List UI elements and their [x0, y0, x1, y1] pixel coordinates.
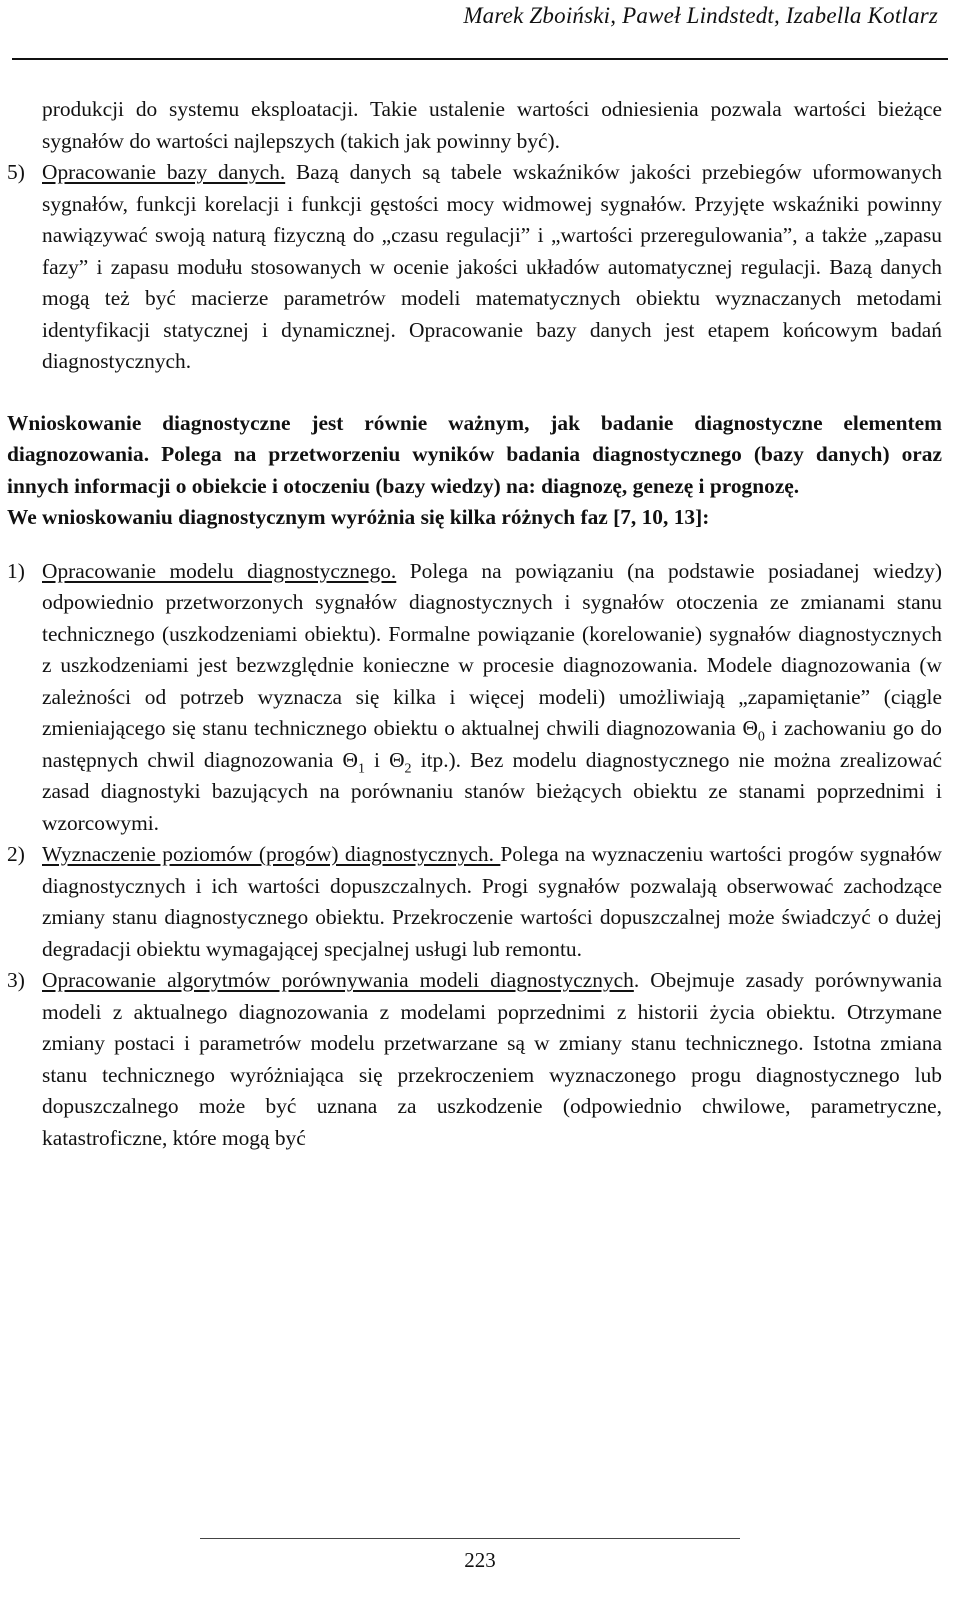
list-number: 3) — [7, 968, 25, 992]
subscript: 1 — [357, 760, 365, 776]
list-item-text: Polega na powiązaniu (na podstawie posiadanej wiedzy) odpowiednio przetworzonych sygnałów diagnostycznych i sygnałów otoczenia ze zmianami stanu technicznego (uszkodzeniami obiektu). Formalne powiązanie (korelowanie) sygnałów diagnostycznych z uszkodzeniami jest bezwzględnie konieczne w procesie diagnozowania. Modele diagnozowania (w zależności od potrzeb wyznacza się kilka i więcej modeli) umożliwiają „zapamiętanie” (ciągle zmieniającego się stanu technicznego obiektu o aktualnej chwili diagnozowania Θ — [42, 558, 943, 740]
list-item-text: . Obejmuje zasady porównywania modeli z aktualnego diagnozowania z modelami poprzednimi z historii życia obiektu. Otrzymane zmiany postaci i parametrów modelu przetwarzane są w zmiany stanu technicznego. Istotna zmiana stanu technicznego wyróżniająca się przekroczeniem wyznaczonego progu diagnostycznego lub dopuszczalnego może być uznana za uszkodzenie (odpowiednio chwilowe, parametryczne, katastroficzne, które mogą być — [42, 968, 942, 1150]
list-item-text: i Θ — [364, 747, 405, 772]
spacer — [7, 378, 942, 408]
running-header-authors: Marek Zboiński, Paweł Lindstedt, Izabella Kotlarz — [463, 3, 938, 28]
bold-paragraph-phases: We wnioskowaniu diagnostycznym wyróżnia się kilka różnych faz [7, 10, 13]: — [7, 505, 710, 529]
bold-paragraph-inference: Wnioskowanie diagnostyczne jest równie ważnym, jak badanie diagnostyczne elementem diagnozowania. Polega na przetworzeniu wyników badania diagnostycznego (bazy danych) oraz innych informacji o obiekcie i otoczeniu (bazy wiedzy) na: diagnozę, genezę i prognozę. — [7, 410, 942, 498]
subscript: 2 — [404, 760, 412, 776]
list-item-5 — [7, 157, 942, 378]
list-item-title: Wyznaczenie poziomów (progów) diagnostycznych. — [42, 842, 501, 866]
continued-paragraph: produkcji do systemu eksploatacji. Takie ustalenie wartości odniesienia pozwala wartości bieżące sygnałów do wartości najlepszych (takich jak powinny być). — [42, 97, 942, 153]
list-item-body — [42, 965, 942, 1154]
footer-rule — [200, 1538, 740, 1539]
list-number: 2) — [7, 842, 25, 866]
list-number: 5) — [7, 160, 25, 184]
list-item-text: i zachowaniu go do następnych chwil diagnozowania Θ — [42, 716, 942, 772]
header-rule — [12, 58, 948, 60]
spacer — [7, 534, 942, 556]
list-number: 1) — [7, 558, 25, 583]
page-number: 223 — [464, 1548, 496, 1572]
list-item-title: Opracowanie bazy danych. — [42, 160, 286, 184]
list-item-3 — [7, 965, 942, 1154]
list-item-title: Opracowanie modelu diagnostycznego. — [42, 558, 397, 583]
list-item-text: Bazą danych są tabele wskaźników jakości przebiegów uformowanych sygnałów, funkcji korelacji i funkcji gęstości mocy widmowej sygnałów. Przyjęte wskaźniki powinny nawiązywać swoją naturą fizyczną do „czasu regulacji” i „wartości przeregulowania”, a także „zapasu fazy” i zapasu modułu stosowanych w ocenie jakości układów automatycznej regulacji. Bazą danych mogą też być macierze parametrów modeli matematycznych obiektu wyznaczanych metodami identyfikacji statycznej i dynamicznej. Opracowanie bazy danych jest etapem końcowym badań diagnostycznych. — [42, 160, 943, 373]
list-item-1 — [7, 556, 942, 840]
list-item-2 — [7, 839, 942, 965]
list-item-body — [42, 157, 942, 378]
page-body — [7, 94, 942, 1154]
list-item-text: itp.). Bez modelu diagnostycznego nie można zrealizować zasad diagnostyki bazujących na porównaniu stanów bieżących obiektu ze stanami poprzednimi i wzorcowymi. — [42, 747, 942, 835]
subscript: 0 — [757, 729, 765, 745]
list-item-body — [42, 556, 942, 840]
list-item-body — [42, 839, 942, 965]
list-item-title: Opracowanie algorytmów porównywania modeli diagnostycznych — [42, 968, 634, 992]
page-header — [0, 0, 960, 62]
list-item-text: Polega na wyznaczeniu wartości progów sygnałów diagnostycznych i ich wartości dopuszczalnych. Progi sygnałów pozwalają obserwować zachodzące zmiany stanu diagnostycznego obiektu. Przekroczenie wartości dopuszczalnej może świadczyć o dużej degradacji obiektu wymagającej specjalnej usługi lub remontu. — [42, 842, 942, 961]
